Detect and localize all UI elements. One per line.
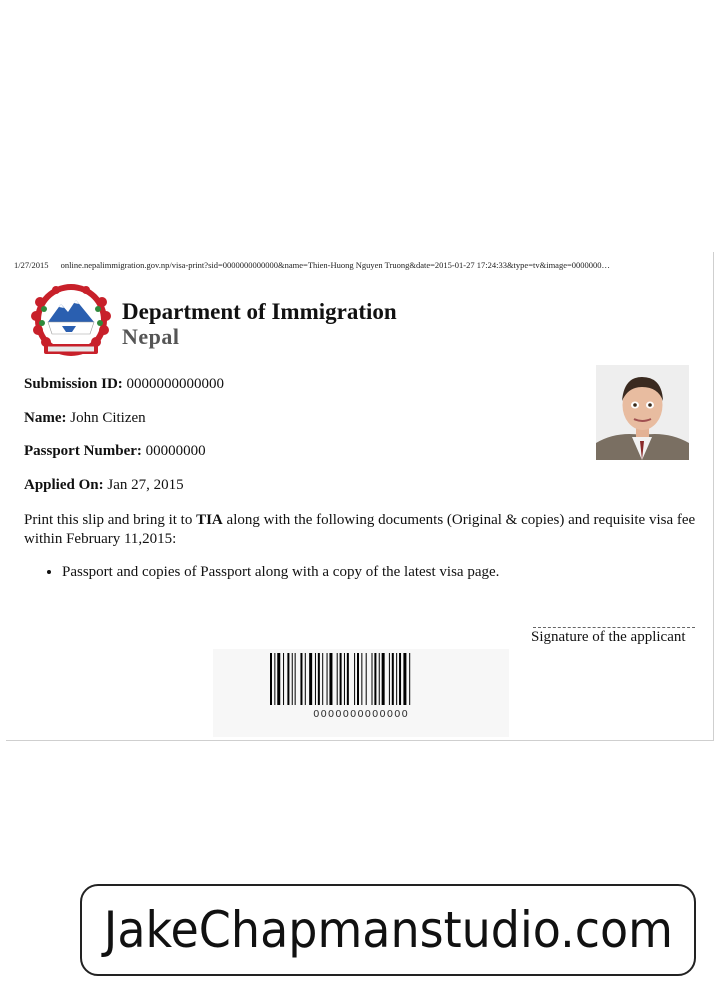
applied-on-label: Applied On:	[24, 477, 104, 493]
name-value: John Citizen	[70, 410, 146, 426]
barcode-bar	[337, 653, 338, 705]
barcode-number: 0000000000000	[313, 709, 409, 720]
watermark-banner	[80, 884, 696, 976]
barcode-bar	[347, 653, 349, 705]
barcode-bar	[409, 653, 410, 705]
barcode-bar	[366, 653, 367, 705]
barcode-bar	[361, 653, 362, 705]
barcode-bar	[329, 653, 332, 705]
barcode-bar	[318, 653, 320, 705]
list-item: • Passport and copies of Passport along with a copy of the latest visa page.	[62, 562, 499, 582]
required-documents-list	[42, 562, 499, 582]
barcode-bar	[292, 653, 293, 705]
barcode-bar	[392, 653, 394, 705]
submission-id-label: Submission ID:	[24, 376, 123, 392]
instructions-suffix: along with the following documents (Original & copies) and requisite visa fee within February 11,2015:	[24, 512, 696, 547]
barcode-bar	[287, 653, 289, 705]
barcode-bar	[354, 653, 355, 705]
barcode-bar	[295, 653, 296, 705]
barcode-bar	[382, 653, 385, 705]
barcode-bar	[277, 653, 280, 705]
barcode-bar	[403, 653, 406, 705]
passport-row	[24, 443, 206, 460]
instructions-location: TIA	[196, 512, 223, 528]
watermark-text: JakeChapmanstudio.com	[103, 901, 673, 959]
instructions-prefix: Print this slip and bring it to	[24, 512, 197, 528]
print-date: 1/27/2015	[14, 260, 49, 270]
barcode-bar	[305, 653, 306, 705]
print-url: online.nepalimmigration.gov.np/visa-print?sid=0000000000000&name=Thien-Huong Nguyen Truong&date=2015-01-27 17:24:33&type=tv&image=0000000…	[60, 260, 611, 270]
print-header	[14, 260, 709, 270]
barcode-bar	[396, 653, 397, 705]
signature-line	[533, 627, 695, 628]
barcode-bar	[327, 653, 328, 705]
barcode-bar	[344, 653, 345, 705]
name-label: Name:	[24, 410, 67, 426]
submission-id-value: 0000000000000	[126, 376, 225, 392]
barcode-bar	[389, 653, 390, 705]
barcode-bar	[283, 653, 284, 705]
applied-on-row	[24, 477, 184, 494]
barcode-bar	[300, 653, 302, 705]
barcode-bar	[379, 653, 380, 705]
barcode-bar	[270, 653, 272, 705]
barcode	[270, 653, 460, 705]
barcode-bar	[309, 653, 312, 705]
submission-id-row	[24, 376, 224, 393]
passport-value: 00000000	[145, 443, 206, 459]
applicant-photo	[596, 365, 689, 460]
department-title: Department of Immigration	[122, 299, 397, 324]
visa-slip-page	[6, 252, 714, 741]
barcode-bar	[374, 653, 376, 705]
signature-label: Signature of the applicant	[531, 629, 686, 645]
barcode-bar	[322, 653, 323, 705]
applied-on-value: Jan 27, 2015	[107, 477, 184, 493]
department-country: Nepal	[122, 324, 180, 349]
instructions-text	[24, 511, 704, 549]
barcode-bar	[372, 653, 373, 705]
name-row	[24, 410, 146, 427]
barcode-bar	[340, 653, 342, 705]
barcode-bar	[274, 653, 275, 705]
barcode-area	[213, 649, 509, 737]
nepal-emblem-icon	[26, 282, 116, 362]
barcode-bar	[315, 653, 316, 705]
barcode-bar	[399, 653, 401, 705]
passport-label: Passport Number:	[24, 443, 142, 459]
barcode-bar	[357, 653, 359, 705]
